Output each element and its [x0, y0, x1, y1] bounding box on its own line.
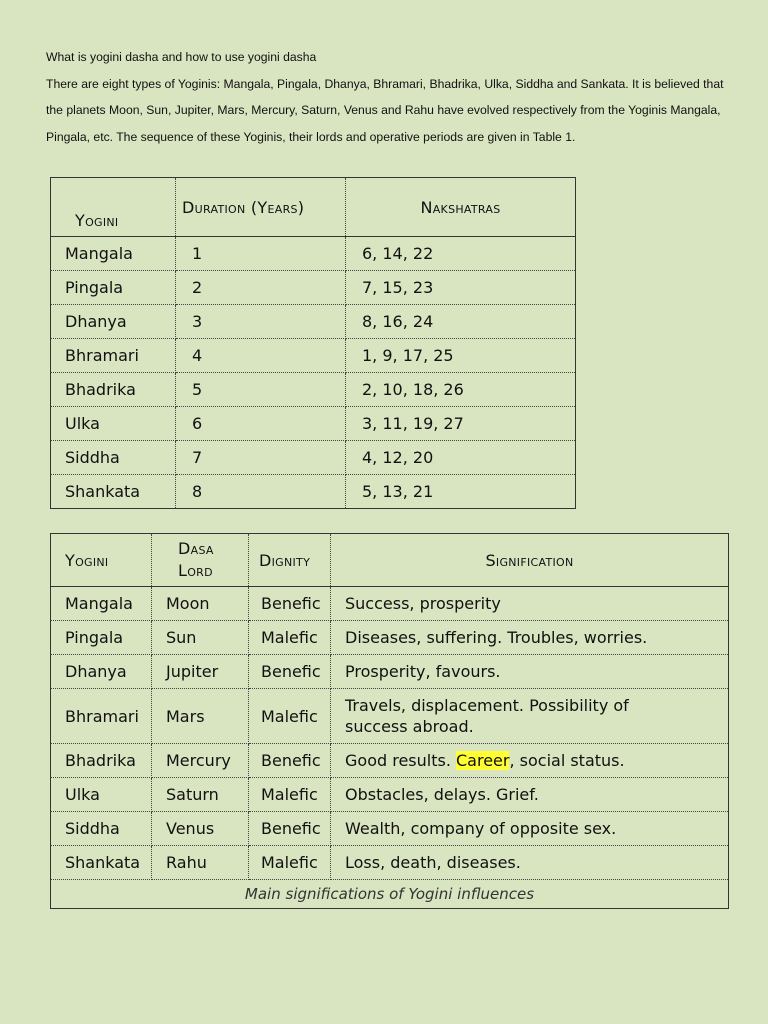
duration-cell: 8 — [176, 475, 346, 509]
nakshatras-cell: 8, 16, 24 — [346, 305, 576, 339]
yogini-cell: Bhramari — [51, 339, 176, 373]
table-row — [51, 475, 576, 509]
intro-paragraph: There are eight types of Yoginis: Mangala, Pingala, Dhanya, Bhramari, Bhadrika, Ulka, Siddha and Sankata. It is believed that the planets Moon, Sun, Jupiter, Mars, Mercury, Saturn, Venus and Rahu have evolved respectively from the Yoginis Mangala, Pingala, etc. The sequence of these Yoginis, their lords and operative periods are given in Table 1. — [46, 76, 724, 144]
yogini-cell: Shankata — [51, 475, 176, 509]
column-header-yogini: Yogini — [51, 534, 152, 587]
yogini-cell: Pingala — [51, 271, 176, 305]
table-row — [51, 373, 576, 407]
yogini-cell: Bhramari — [51, 689, 152, 744]
yogini-cell: Dhanya — [51, 655, 152, 689]
table-row — [51, 846, 729, 880]
signification-text: Good results. — [345, 751, 456, 770]
table-row — [51, 407, 576, 441]
signification-cell: Prosperity, favours. — [331, 655, 729, 689]
column-header-dasa-lord — [152, 534, 249, 587]
duration-cell: 5 — [176, 373, 346, 407]
table-row — [51, 305, 576, 339]
column-header-yogini: Yogini — [51, 178, 176, 237]
nakshatras-cell: 7, 15, 23 — [346, 271, 576, 305]
dasa-lord-cell: Sun — [152, 621, 249, 655]
column-header-duration: Duration (Years) — [176, 178, 346, 237]
dasa-lord-cell: Mercury — [152, 744, 249, 778]
dignity-cell: Benefic — [249, 744, 331, 778]
yogini-cell: Mangala — [51, 237, 176, 271]
dasa-lord-cell: Moon — [152, 587, 249, 621]
table-caption: Main significations of Yogini influences — [244, 885, 535, 903]
yogini-cell: Bhadrika — [51, 373, 176, 407]
duration-cell: 7 — [176, 441, 346, 475]
table-row — [51, 621, 729, 655]
column-header-signification: Signification — [331, 534, 729, 587]
signification-cell: Wealth, company of opposite sex. — [331, 812, 729, 846]
table-row — [51, 655, 729, 689]
dignity-cell: Malefic — [249, 846, 331, 880]
nakshatras-cell: 1, 9, 17, 25 — [346, 339, 576, 373]
duration-cell: 6 — [176, 407, 346, 441]
dignity-cell: Malefic — [249, 778, 331, 812]
nakshatras-cell: 4, 12, 20 — [346, 441, 576, 475]
yogini-cell: Bhadrika — [51, 744, 152, 778]
signification-cell: Travels, displacement. Possibility of success abroad. — [331, 689, 729, 744]
intro-title: What is yogini dasha and how to use yogini dasha — [46, 50, 317, 64]
dasa-lord-cell: Saturn — [152, 778, 249, 812]
yogini-cell: Dhanya — [51, 305, 176, 339]
table-row — [51, 271, 576, 305]
duration-cell: 2 — [176, 271, 346, 305]
dignity-cell: Benefic — [249, 587, 331, 621]
table-header-row — [51, 534, 729, 587]
dasa-lord-cell: Venus — [152, 812, 249, 846]
table-row — [51, 744, 729, 778]
signification-cell: Obstacles, delays. Grief. — [331, 778, 729, 812]
dignity-cell: Malefic — [249, 621, 331, 655]
nakshatras-cell: 2, 10, 18, 26 — [346, 373, 576, 407]
yogini-cell: Mangala — [51, 587, 152, 621]
nakshatras-cell: 5, 13, 21 — [346, 475, 576, 509]
signification-cell: Loss, death, diseases. — [331, 846, 729, 880]
duration-cell: 3 — [176, 305, 346, 339]
yogini-cell: Siddha — [51, 812, 152, 846]
yogini-duration-table — [50, 177, 576, 509]
table-row — [51, 812, 729, 846]
yogini-cell: Shankata — [51, 846, 152, 880]
table-row — [51, 441, 576, 475]
duration-cell: 4 — [176, 339, 346, 373]
yogini-cell: Ulka — [51, 778, 152, 812]
intro-text — [46, 44, 736, 150]
column-header-dignity: Dignity — [249, 534, 331, 587]
dasa-lord-cell: Rahu — [152, 846, 249, 880]
table-row — [51, 237, 576, 271]
table-row — [51, 778, 729, 812]
highlighted-word: Career — [456, 751, 510, 770]
yogini-cell: Pingala — [51, 621, 152, 655]
nakshatras-cell: 3, 11, 19, 27 — [346, 407, 576, 441]
column-header-nakshatras: Nakshatras — [346, 178, 576, 237]
dasa-lord-cell: Mars — [152, 689, 249, 744]
table-row — [51, 587, 729, 621]
dignity-cell: Malefic — [249, 689, 331, 744]
signification-text-end: , social status. — [509, 751, 625, 770]
yogini-cell: Ulka — [51, 407, 176, 441]
signification-cell: Success, prosperity — [331, 587, 729, 621]
column-header-dasa-lord-text: Dasa Lord — [178, 539, 214, 580]
dignity-cell: Benefic — [249, 812, 331, 846]
yogini-signification-table — [50, 533, 729, 909]
signification-cell — [331, 744, 729, 778]
table-row — [51, 689, 729, 744]
duration-cell: 1 — [176, 237, 346, 271]
nakshatras-cell: 6, 14, 22 — [346, 237, 576, 271]
dasa-lord-cell: Jupiter — [152, 655, 249, 689]
yogini-cell: Siddha — [51, 441, 176, 475]
table-row — [51, 339, 576, 373]
table-header-row — [51, 178, 576, 237]
table-caption-row — [51, 880, 729, 909]
signification-cell: Diseases, suffering. Troubles, worries. — [331, 621, 729, 655]
dignity-cell: Benefic — [249, 655, 331, 689]
